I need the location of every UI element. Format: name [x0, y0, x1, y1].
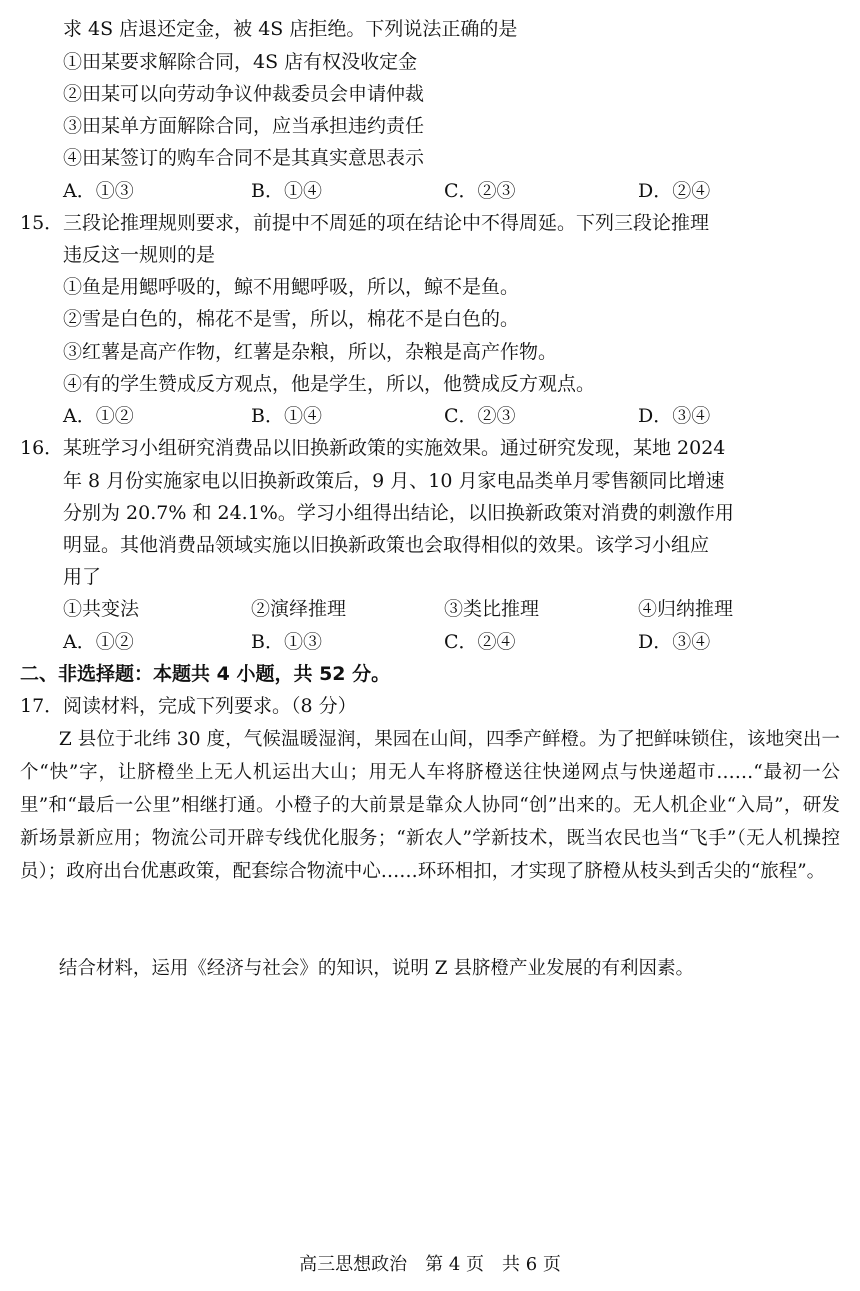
q14-option-b[interactable]: B．①④ — [251, 180, 322, 202]
q16-stem-line-3: 分别为 20.7% 和 24.1%。学习小组得出结论，以旧换新政策对消费的刺激作用 — [63, 502, 734, 524]
q17-material-paragraph: Z 县位于北纬 30 度，气候温暖湿润，果园在山间，四季产鲜橙。为了把鲜味锁住，该地突出一个“快”字，让脐橙坐上无人机运出大山；用无人车将脐橙送往快递网点与快递超市……“最初一公里”和“最后一公里”相继打通。小橙子的大前景是靠众人协同“创”出来的。无人机企业“入局”，研发新场景新应用；物流公司开辟专线优化服务；“新农人”学新技术，既当农民也当“飞手”（无人机操控员）；政府出台优惠政策，配套综合物流中心……环环相扣，才实现了脐橙从枝头到舌尖的“旅程”。 — [20, 729, 840, 882]
q14-options — [63, 179, 843, 203]
q17-number: 17． — [20, 695, 64, 717]
q16-item-2: ②演绎推理 — [251, 598, 347, 620]
q14-stem-continuation: 求 4S 店退还定金，被 4S 店拒绝。下列说法正确的是 — [63, 18, 518, 40]
q14-item-4: ④田某签订的购车合同不是其真实意思表示 — [63, 147, 425, 169]
page-footer: 高三思想政治 第 4 页 共 6 页 — [299, 1254, 561, 1275]
q14-item-3: ③田某单方面解除合同，应当承担违约责任 — [63, 115, 425, 137]
q14-option-a[interactable]: A．①③ — [63, 180, 134, 202]
q16-items — [63, 597, 843, 621]
q14-option-c[interactable]: C．②③ — [444, 180, 516, 202]
q15-option-c[interactable]: C．②③ — [444, 405, 516, 427]
q16-option-b[interactable]: B．①③ — [251, 631, 322, 653]
q15-item-3: ③红薯是高产作物，红薯是杂粮，所以，杂粮是高产作物。 — [63, 341, 558, 363]
q14-option-d[interactable]: D．②④ — [638, 180, 711, 202]
q14-item-2: ②田某可以向劳动争议仲裁委员会申请仲裁 — [63, 83, 425, 105]
q16-item-1: ①共变法 — [63, 598, 140, 620]
q17-stem: 阅读材料，完成下列要求。（8 分） — [63, 695, 357, 717]
q16-stem-line-5: 用了 — [63, 566, 102, 588]
q15-options — [63, 404, 843, 428]
q15-item-2: ②雪是白色的，棉花不是雪，所以，棉花不是白色的。 — [63, 308, 520, 330]
q15-option-b[interactable]: B．①④ — [251, 405, 322, 427]
q16-option-d[interactable]: D．③④ — [638, 631, 711, 653]
q16-stem-line-4: 明显。其他消费品领域实施以旧换新政策也会取得相似的效果。该学习小组应 — [63, 534, 710, 556]
section-heading: 二、非选择题：本题共 4 小题，共 52 分。 — [20, 663, 391, 685]
q16-option-c[interactable]: C．②④ — [444, 631, 516, 653]
q16-stem-line-2: 年 8 月份实施家电以旧换新政策后，9 月、10 月家电品类单月零售额同比增速 — [63, 470, 725, 492]
q16-option-a[interactable]: A．①② — [63, 631, 134, 653]
q16-stem-line-1: 某班学习小组研究消费品以旧换新政策的实施效果。通过研究发现，某地 2024 — [63, 437, 726, 459]
q15-stem-line-2: 违反这一规则的是 — [63, 244, 216, 266]
q15-option-a[interactable]: A．①② — [63, 405, 134, 427]
q15-option-d[interactable]: D．③④ — [638, 405, 711, 427]
q15-stem-line-1: 三段论推理规则要求，前提中不周延的项在结论中不得周延。下列三段论推理 — [63, 212, 710, 234]
q15-number: 15． — [20, 212, 64, 234]
q16-item-3: ③类比推理 — [444, 598, 540, 620]
q15-item-1: ①鱼是用鳃呼吸的，鲸不用鳃呼吸，所以，鲸不是鱼。 — [63, 276, 520, 298]
q17-requirement: 结合材料，运用《经济与社会》的知识，说明 Z 县脐橙产业发展的有利因素。 — [58, 958, 694, 979]
q16-options — [63, 630, 843, 654]
q15-item-4: ④有的学生赞成反方观点，他是学生，所以，他赞成反方观点。 — [63, 373, 596, 395]
q14-item-1: ①田某要求解除合同，4S 店有权没收定金 — [63, 51, 418, 73]
q16-number: 16． — [20, 437, 64, 459]
q16-item-4: ④归纳推理 — [638, 598, 734, 620]
